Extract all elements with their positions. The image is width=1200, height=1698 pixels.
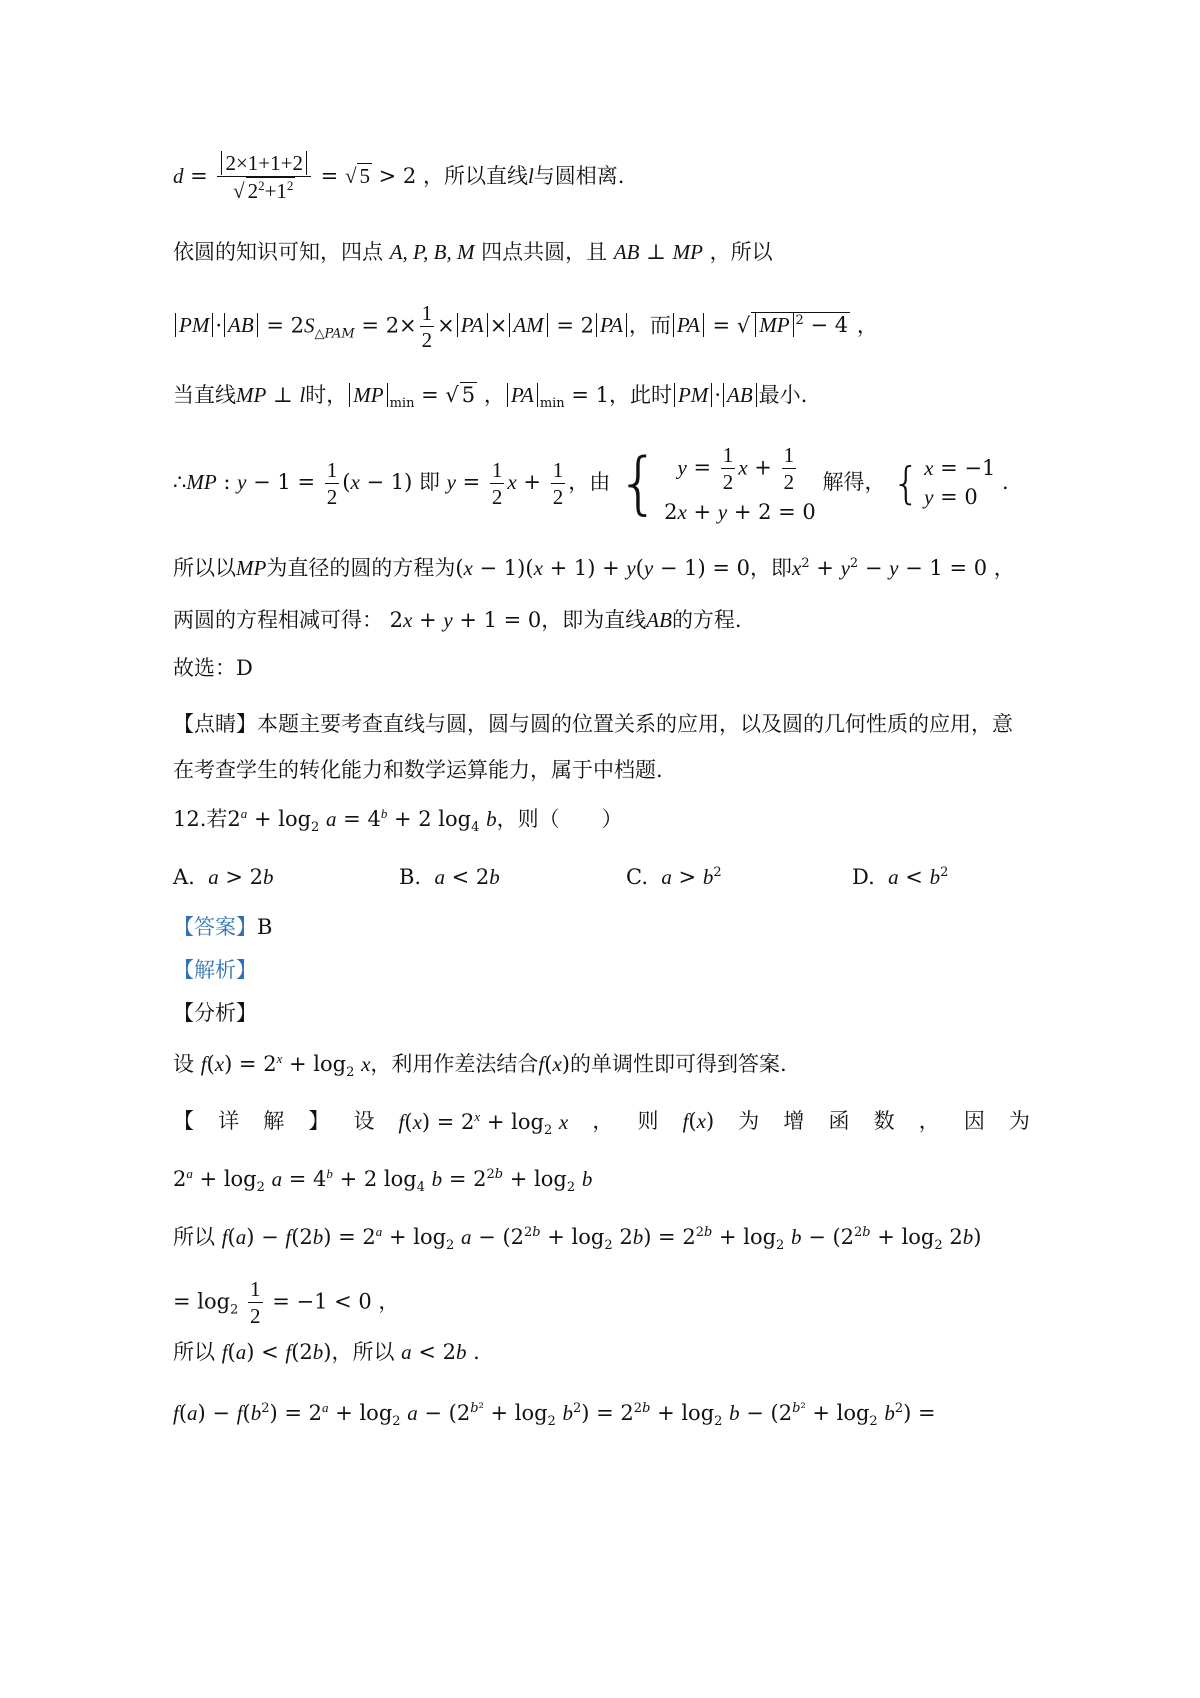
choice-line: 故选：D [173, 656, 253, 680]
line-mp-system: ∴MP : y − 1 = $\frac{1}{2}$ (x − 1) 即 y = $\frac{1}{2}$ x + $\frac{1}{2}$ ，由 { y = $\frac{1}{2}$ x + $\frac{1}{2}$ 2x + y + 2 = 0 解得， { x = −1 y = 0 . [173, 443, 1009, 524]
breakdown-text: 设 $f(x) = 2^x + \log_2 x$，利用作差法结合f(x)的单调性即可得到答案. [173, 1051, 787, 1080]
distance-formula-line: d = $\frac{2\times 1+1+2}{√ 2^2+1^2}$ = √ 5 > 2 ，所以直线l与圆相离. [173, 151, 625, 204]
option-d: D. $a < b^2$ [852, 865, 949, 889]
difference-line-2: $f(a) - f(b^2) = 2^a + \log_2 a - (2^{b^2} + \log_2 b^2) = 2^{2b} + \log_2 b - (2^{b^2} + \log_2 b^2)$ = [173, 1400, 936, 1429]
comment-tag: 【点睛】 [173, 712, 257, 736]
difference-line-1: 所以 $f(a) - f(2b) = 2^a + \log_2 a - (2^{2b} + \log_2 2b) = 2^{2b} + \log_2 b - (2^{2b} + \log_2 2b)$ [173, 1224, 982, 1253]
answer-line: 【答案】B [173, 915, 273, 939]
minimum-condition-line: 当直线MP ⊥ l时， MP $_{min}$ = √ 5 ， PA $_{min}$ = 1，此时 PM · AB 最小. [173, 383, 808, 411]
subtract-circles-line: 两圆的方程相减可得： 2x + y + 1 = 0，即为直线AB的方程. [173, 608, 742, 632]
equation-line-1: $2^a + \log_2 a = 4^b + 2$ $\log_4 b = 2^{2b} + \log_2 b$ [173, 1166, 593, 1195]
option-a: A. a > 2b [173, 865, 274, 889]
question-12: 12.若$2^a + \log_2 a = 4^b + 2$ $\log_4 b$，则（ ） [173, 806, 623, 835]
option-b: B. a < 2b [399, 865, 500, 889]
options-row [173, 865, 1030, 893]
analysis-heading: 【解析】 [173, 958, 257, 982]
option-c: C. $a > b^2$ [626, 865, 722, 889]
comment-line-2: 在考查学生的转化能力和数学运算能力，属于中档题. [173, 758, 663, 782]
concyclic-line: 依圆的知识可知，四点 A, P, B, M 四点共圆，且 AB ⊥ MP ，所以 [173, 240, 773, 264]
conclusion-line: 所以 f(a) < f(2b)，所以 a < 2b . [173, 1340, 480, 1364]
detail-line: 【 详 解 】 设 $f(x) = 2^x + \log_2 x$ ， 则 f(x) 为 增 函 数 ， 因 为 [173, 1109, 1030, 1138]
circle-equation-line: 所以以MP为直径的圆的方程为(x − 1)(x + 1) + y(y − 1) = 0，即$x^2 + y^2 - y - 1 = 0$ ， [173, 556, 1015, 580]
area-relation-line: PM · AB = $2S_{\triangle PAM} = 2\times$ $\frac{1}{2}$ × PA × AM = 2 PA ，而 PA = √ MP $^2$ − 4 ， [173, 300, 1030, 354]
comment-line-1: 【点睛】本题主要考查直线与圆，圆与圆的位置关系的应用，以及圆的几何性质的应用，意 [173, 712, 1013, 736]
breakdown-heading: 【分析】 [173, 1001, 257, 1025]
difference-result: = $\log_2$ $\frac{1}{2}$ = −1 < 0 ， [173, 1277, 400, 1329]
answer-tag: 【答案】 [173, 915, 257, 939]
